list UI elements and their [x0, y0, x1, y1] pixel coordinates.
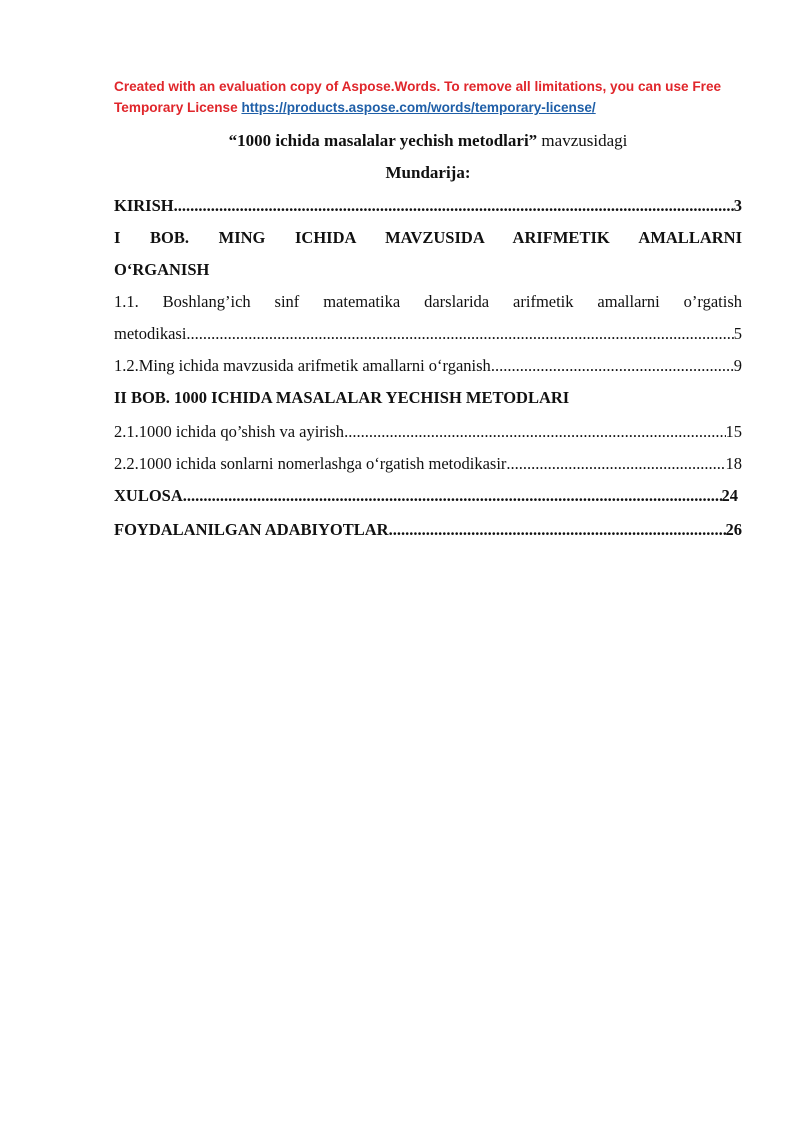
toc-heading: Mundarija: [385, 163, 471, 182]
toc-leader-dots [183, 486, 722, 506]
toc-entry-1-1-line1[interactable]: 1.1. Boshlang’ich sinf matematika darslarida arifmetik amallarni o’rgatish [114, 292, 742, 311]
toc-page-number: 3 [733, 196, 742, 215]
toc-entry-label: KIRISH [114, 196, 174, 215]
toc-entry-2-2[interactable] [114, 454, 742, 474]
toc-page-number: 5 [733, 324, 742, 343]
document-title-rest: mavzusidagi [537, 131, 628, 150]
toc-entry-conclusion[interactable] [114, 486, 738, 506]
toc-entry-chapter1-line2[interactable]: O‘RGANISH [114, 260, 210, 279]
toc-entry-label: XULOSA [114, 486, 183, 505]
toc-entry-label: 1000 ichida sonlarni nomerlashga o‘rgatish metodikasir [138, 454, 507, 473]
toc-leader-dots [174, 196, 734, 216]
toc-page-number: 9 [733, 356, 742, 375]
toc-entry-chapter2[interactable]: II BOB. 1000 ICHIDA MASALALAR YECHISH METODLARI [114, 388, 570, 407]
toc-entry-intro[interactable] [114, 196, 742, 216]
evaluation-notice [114, 76, 744, 118]
toc-entry-label: FOYDALANILGAN ADABIYOTLAR [114, 520, 389, 539]
evaluation-notice-text: Created with an evaluation copy of Aspose.Words. To remove all limitations, you can use Free Temporary License [114, 79, 722, 115]
document-title-bold: “1000 ichida masalalar yechish metodlari” [228, 131, 538, 150]
toc-entry-number: 2.2. [114, 454, 139, 473]
toc-leader-dots [389, 520, 726, 540]
temporary-license-link[interactable]: https://products.aspose.com/words/temporary-license/ [241, 100, 596, 115]
toc-entry-1-2[interactable] [114, 356, 742, 376]
toc-entry-label: metodikasi [114, 324, 187, 343]
toc-page-number: 24 [721, 486, 738, 505]
toc-leader-dots [491, 356, 734, 376]
toc-entry-references[interactable] [114, 520, 742, 540]
toc-entry-label: 1000 ichida qo’shish va ayirish [138, 422, 345, 441]
toc-leader-dots [506, 454, 725, 474]
toc-entry-number: 2.1. [114, 422, 139, 441]
toc-entry-label: Ming ichida mavzusida arifmetik amallarni o‘rganish [138, 356, 491, 375]
toc-entry-2-1[interactable] [114, 422, 742, 442]
toc-page-number: 15 [725, 422, 742, 441]
toc-entry-1-1-line2[interactable] [114, 324, 742, 344]
toc-leader-dots [344, 422, 725, 442]
toc-leader-dots [186, 324, 733, 344]
toc-entry-number: 1.2. [114, 356, 139, 375]
document-title [0, 130, 800, 152]
toc-page-number: 18 [725, 454, 742, 473]
toc-entry-chapter1-line1[interactable]: I BOB. MING ICHIDA MAVZUSIDA ARIFMETIK AMALLARNI [114, 228, 742, 247]
toc-page-number: 26 [725, 520, 742, 539]
